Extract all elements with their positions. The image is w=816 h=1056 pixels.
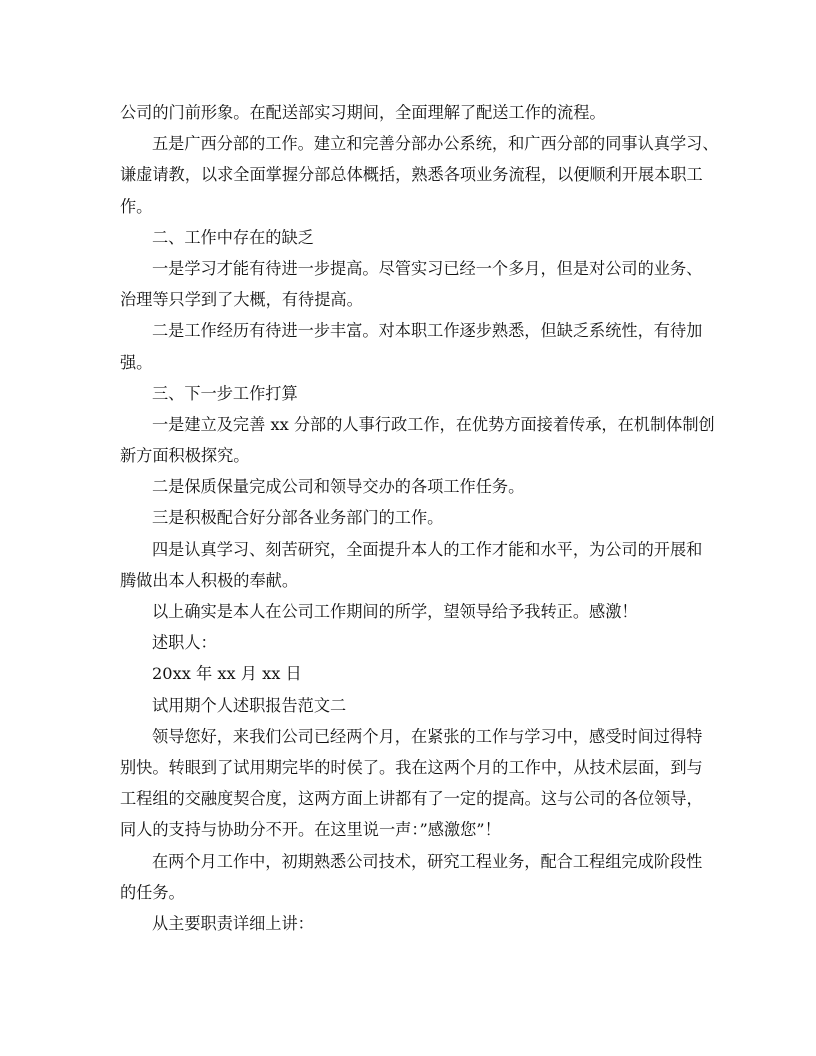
document-body bbox=[120, 97, 719, 939]
paragraph-line: 从主要职责详细上讲： bbox=[152, 913, 314, 933]
paragraph-line: 二是工作经历有待进一步丰富。对本职工作逐步熟悉，但缺乏系统性，有待加 bbox=[152, 321, 703, 341]
paragraph-line: 以上确实是本人在公司工作期间的所学，望领导给予我转正。感激！ bbox=[152, 602, 638, 621]
paragraph-line: 四是认真学习、刻苦研究，全面提升本人的工作才能和水平，为公司的开展和 bbox=[152, 539, 703, 559]
paragraph-line: 三是积极配合好分部各业务部门的工作。 bbox=[152, 508, 444, 528]
paragraph-line: 腾做出本人积极的奉献。 bbox=[120, 570, 299, 590]
paragraph-line: 领导您好，来我们公司已经两个月，在紧张的工作与学习中，感受时间过得特 bbox=[152, 726, 703, 746]
paragraph-line: 同人的支持与协助分不开。在这里说一声：”感激您”！ bbox=[120, 820, 501, 840]
paragraph-line: 在两个月工作中，初期熟悉公司技术，研究工程业务，配合工程组完成阶段性 bbox=[152, 851, 703, 871]
paragraph-line: 工程组的交融度契合度，这两方面上讲都有了一定的提高。这与公司的各位领导， bbox=[120, 789, 703, 809]
paragraph-line: 别快。转眼到了试用期完毕的时侯了。我在这两个月的工作中，从技术层面，到与 bbox=[120, 757, 703, 777]
paragraph-line: 治理等只学到了大概，有待提高。 bbox=[120, 290, 363, 310]
paragraph-line: 谦虚请教，以求全面掌握分部总体概括，熟悉各项业务流程，以便顺利开展本职工 bbox=[120, 165, 703, 185]
paragraph-line: 二是保质保量完成公司和领导交办的各项工作任务。 bbox=[152, 477, 525, 497]
paragraph-line: 一是学习才能有待进一步提高。尽管实习已经一个多月，但是对公司的业务、 bbox=[152, 258, 703, 278]
paragraph-line: 五是广西分部的工作。建立和完善分部办公系统，和广西分部的同事认真学习、 bbox=[152, 134, 719, 154]
paragraph-line: 公司的门前形象。在配送部实习期间，全面理解了配送工作的流程。 bbox=[120, 103, 606, 122]
section-heading: 二、工作中存在的缺乏 bbox=[152, 227, 314, 247]
paragraph-line: 新方面积极探究。 bbox=[120, 446, 250, 466]
paragraph-line: 强。 bbox=[120, 352, 153, 372]
report-title: 试用期个人述职报告范文二 bbox=[152, 695, 347, 715]
signature-label: 述职人： bbox=[152, 633, 217, 653]
section-heading: 三、下一步工作打算 bbox=[152, 383, 298, 403]
paragraph-line: 一是建立及完善 xx 分部的人事行政工作，在优势方面接着传承，在机制体制创 bbox=[152, 414, 715, 434]
date-line: 20xx 年 xx 月 xx 日 bbox=[152, 664, 302, 684]
paragraph-line: 的任务。 bbox=[120, 882, 185, 902]
paragraph-line: 作。 bbox=[120, 196, 153, 216]
